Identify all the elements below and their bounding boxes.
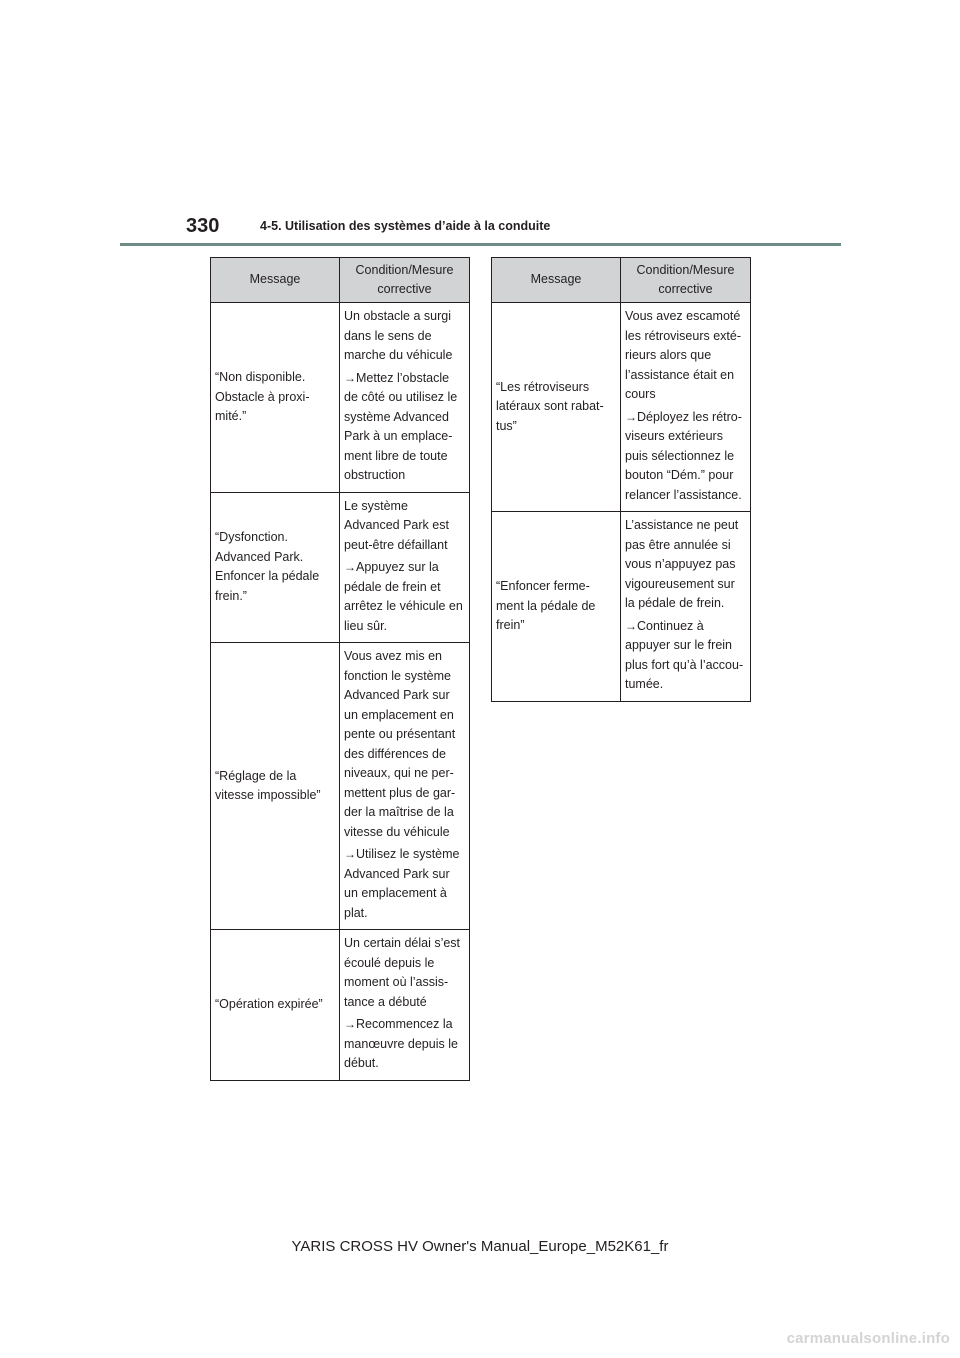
message-cell: “Non disponible. Obstacle à proxi-mité.” — [211, 303, 340, 493]
action-text: Déployez les rétro-viseurs extérieurs puis sélectionnez le bouton “Dém.” pour relancer l’assistance. — [625, 409, 742, 502]
message-table-right — [491, 257, 751, 702]
arrow-right-icon: → — [344, 847, 356, 861]
condition-text: Le système Advanced Park est peut-être défaillant — [344, 498, 449, 552]
message-cell: “Les rétroviseurs latéraux sont rabat-tus” — [492, 303, 621, 512]
manual-footer: YARIS CROSS HV Owner's Manual_Europe_M52K61_fr — [291, 1238, 669, 1255]
arrow-right-icon: → — [344, 370, 356, 385]
condition-text: Un obstacle a surgi dans le sens de marche du véhicule — [344, 309, 453, 362]
corrective-action — [344, 845, 466, 923]
condition-text: Vous avez escamoté les rétroviseurs exté-rieurs alors que l’assistance était en cours — [625, 309, 742, 401]
condition-text: L’assistance ne peut pas être annulée si vous n’appuyez pas vigoureusement sur la pédale de frein. — [625, 518, 739, 610]
action-text: Recommencez la manœuvre depuis le début. — [344, 1017, 458, 1070]
corrective-action — [344, 369, 466, 486]
column-header-condition: Condition/Mesure corrective — [340, 258, 470, 303]
message-cell: “Dysfonction. Advanced Park. Enfoncer la pédale frein.” — [211, 492, 340, 643]
condition-text: Un certain délai s’est écoulé depuis le moment où l’assis-tance a débuté — [344, 936, 461, 1009]
message-cell: “Opération expirée” — [211, 930, 340, 1081]
condition-cell — [621, 512, 751, 702]
action-text: Appuyez sur la pédale de frein et arrêtez le véhicule en lieu sûr. — [344, 560, 463, 633]
message-table-left — [210, 257, 470, 1081]
arrow-right-icon: → — [344, 560, 356, 574]
corrective-action — [344, 558, 466, 636]
table-row — [211, 643, 470, 930]
condition-cell — [340, 643, 470, 930]
table-row — [492, 512, 751, 702]
table-row — [492, 303, 751, 512]
message-cell: “Enfoncer ferme-ment la pédale de frein” — [492, 512, 621, 702]
site-watermark: carmanualsonline.info — [786, 1330, 950, 1347]
arrow-right-icon: → — [625, 618, 637, 633]
action-text: Utilisez le système Advanced Park sur un emplacement à plat. — [344, 847, 460, 920]
corrective-action — [625, 408, 747, 506]
condition-cell — [340, 303, 470, 493]
condition-cell — [340, 492, 470, 643]
table-header-row — [492, 258, 751, 303]
table-row — [211, 303, 470, 493]
column-header-message: Message — [211, 258, 340, 303]
column-header-message: Message — [492, 258, 621, 303]
table-row — [211, 492, 470, 643]
table-row — [211, 930, 470, 1081]
arrow-right-icon: → — [344, 1017, 356, 1031]
action-text: Mettez l’obstacle de côté ou utilisez le système Advanced Park à un emplace-ment libre de toute obstruction — [344, 370, 458, 482]
corrective-action — [344, 1015, 466, 1074]
header-divider — [120, 243, 841, 246]
condition-cell — [621, 303, 751, 512]
condition-text: Vous avez mis en fonction le système Advanced Park sur un emplacement en pente ou présentant des différences de niveaux, qui ne per-mettent plus de gar-der la maîtrise de la vitesse du véhicule — [344, 649, 456, 839]
condition-cell — [340, 930, 470, 1081]
arrow-right-icon: → — [625, 409, 637, 424]
action-text: Continuez à appuyer sur le frein plus fort qu’à l’accou-tumée. — [625, 618, 744, 691]
corrective-action — [625, 617, 747, 695]
column-header-condition: Condition/Mesure corrective — [621, 258, 751, 303]
section-title: 4-5. Utilisation des systèmes d’aide à la conduite — [260, 219, 551, 233]
table-header-row — [211, 258, 470, 303]
page-number: 330 — [186, 215, 220, 237]
message-cell: “Réglage de la vitesse impossible” — [211, 643, 340, 930]
